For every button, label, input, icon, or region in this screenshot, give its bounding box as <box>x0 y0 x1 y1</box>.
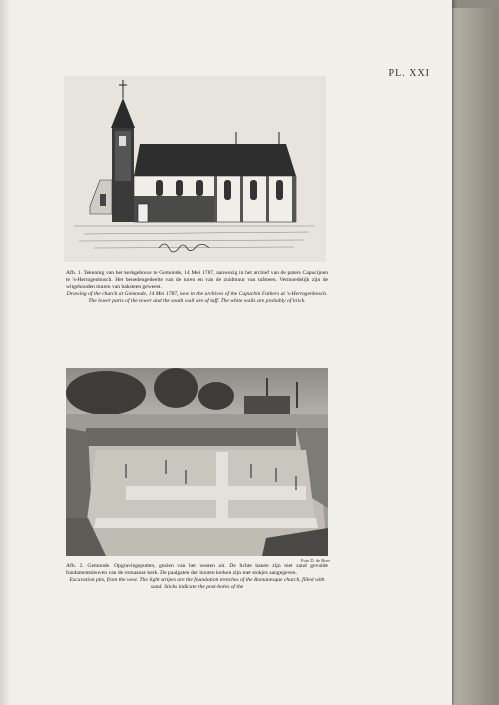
page-edge-stack <box>448 8 498 705</box>
figure2-caption-dutch: Afb. 2. Gemonde. Opgravingsputten, gezien van het westen uit. De lichte banen zijn met zand gevulde fundamentsleuven van de romaanse kerk. De paalgaten der houten kerken zijn met stokjes aangegeven. <box>66 563 328 576</box>
figure1-caption-dutch: Afb. 1. Tekening van het kerkgebouw te Gemonde, 14 Mei 1787, aanwezig in het archief van de paters Capucijnen te 's-Hertogenbosch. Het benedengedeelte van de toren en van de zuidmuur van tufsteen. Vermoedelijk zijn de witgehouden muren van baksteen geweest. <box>66 270 328 290</box>
figure1-caption <box>66 270 328 305</box>
photo-credit: Foto D. de Boer <box>301 558 330 563</box>
page-gutter-shadow <box>0 0 10 705</box>
figure2-caption <box>66 563 328 591</box>
church-drawing <box>64 76 326 262</box>
figure2-caption-english: Excavation pits, from the west. The light stripes are the foundation trenches of the Romanesque church, filled with sand. Sticks indicate the post-holes of the <box>69 577 325 590</box>
plate-number: PL. XXI <box>388 68 430 79</box>
church-drawing-svg <box>64 76 326 262</box>
figure1-caption-english: Drawing of the church at Gemonde, 14 Mei 1787, now in the archives of the Capuchin Fathers at 's-Hertogenbosch. The lower parts of the tower and the south wall are of tuff. The white walls are probably of brick. <box>66 291 328 304</box>
excavation-photo-svg <box>66 368 328 556</box>
excavation-photo <box>66 368 328 556</box>
